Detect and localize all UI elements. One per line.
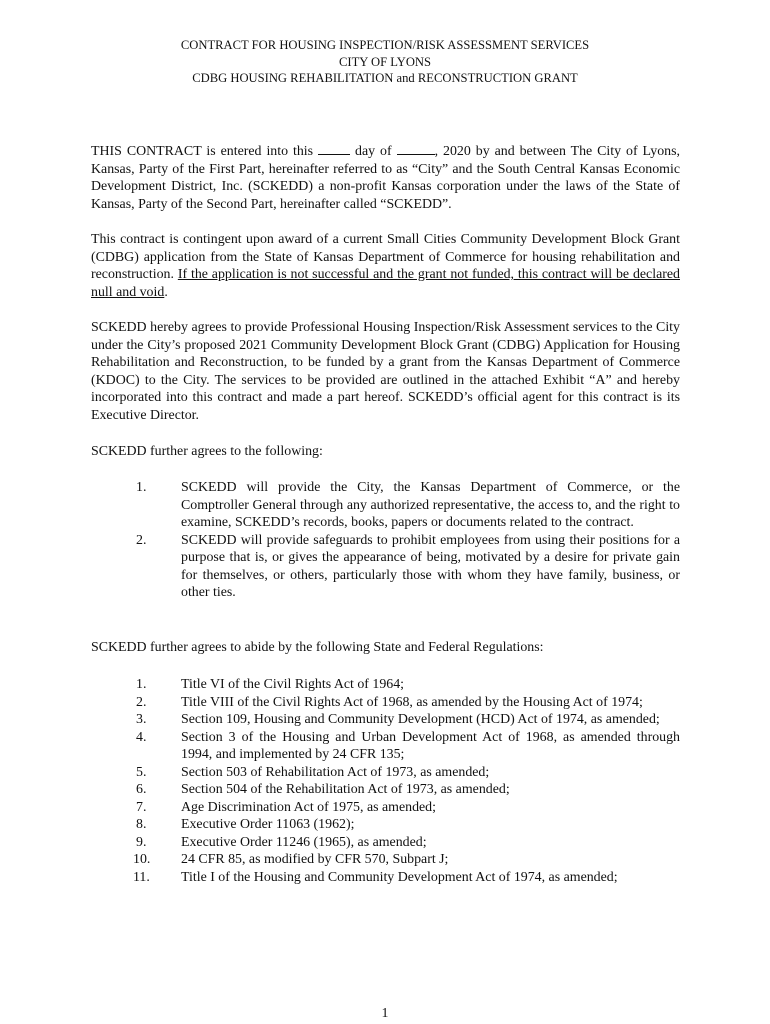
list-item-number: 1. — [136, 480, 147, 495]
contingency-end: . — [164, 284, 168, 300]
list-item-number: 2. — [136, 532, 147, 548]
list-item-number: 8. — [136, 817, 147, 832]
list-item-number: 7. — [136, 799, 147, 815]
intro-text-1: THIS CONTRACT is entered into this — [91, 144, 314, 159]
intro-text-2: day of — [355, 144, 392, 159]
list-item-text: Executive Order 11246 (1965), as amended; — [181, 834, 427, 850]
header-grant: CDBG HOUSING REHABILITATION and RECONSTRUCTION GRANT — [192, 71, 578, 85]
list-item — [91, 711, 680, 729]
list-item — [91, 729, 680, 764]
intro-paragraph — [91, 142, 680, 213]
header-city: CITY OF LYONS — [338, 54, 432, 69]
month-blank — [397, 142, 435, 155]
list-item — [91, 799, 680, 817]
list-item-text: 24 CFR 85, as modified by CFR 570, Subpart J; — [181, 852, 449, 867]
list-item-text: Age Discrimination Act of 1975, as amended; — [181, 799, 436, 815]
further-agrees-heading: SCKEDD further agrees to the following: — [91, 444, 323, 459]
list-item-text: Title I of the Housing and Community Development Act of 1974, as amended; — [181, 869, 618, 885]
list-item-number: 5. — [136, 764, 147, 780]
list-item-number: 2. — [136, 694, 147, 710]
list-item-number: 11. — [133, 869, 150, 885]
list-item-number: 6. — [136, 782, 147, 797]
regulations-heading: SCKEDD further agrees to abide by the following State and Federal Regulations: — [91, 640, 544, 655]
day-blank — [318, 142, 350, 155]
list-item-number: 4. — [136, 729, 147, 745]
list-item — [91, 764, 680, 782]
list-item-text: Executive Order 11063 (1962); — [181, 817, 355, 832]
list-item — [91, 834, 680, 852]
list-item — [91, 869, 680, 887]
list-item-text: Section 504 of the Rehabilitation Act of 1973, as amended; — [181, 782, 510, 797]
services-paragraph: SCKEDD hereby agrees to provide Professional Housing Inspection/Risk Assessment services to the City under the City’s proposed 2021 Community Development Block Grant (CDBG) Application for Housing Rehabilitation and Reconstruction, to be funded by a grant from the Kansas Department of Commerce (KDOC) to the City. The services to be provided are outlined in the attached Exhibit “A” and hereby incorporated into this contract and made a part hereof. SCKEDD’s official agent for this contract is its Executive Director. — [91, 320, 680, 423]
contingency-underlined: If the application is not successful and the grant not funded, this contract will be declared null and void — [91, 267, 680, 300]
contingency-text: This contract is contingent upon award of a current Small Cities Community Development Block Grant (CDBG) application from the State of Kansas Department of Commerce for housing rehabilitation and reconstruction. — [91, 232, 680, 282]
list-item-text: Title VIII of the Civil Rights Act of 1968, as amended by the Housing Act of 1974; — [181, 694, 643, 710]
list-item-number: 10. — [133, 852, 151, 867]
header-title: CONTRACT FOR HOUSING INSPECTION/RISK ASSESSMENT SERVICES — [180, 38, 590, 52]
page-number: 1 — [381, 1006, 389, 1021]
list-item-text: Section 3 of the Housing and Urban Development Act of 1968, as amended through 1994, and implemented by 24 CFR 135; — [181, 729, 680, 762]
list-item-text: SCKEDD will provide safeguards to prohibit employees from using their positions for a purpose that is, or gives the appearance of being, motivated by a desire for private gain for themselves, or others, particularly those with whom they have family, business, or other ties. — [181, 532, 680, 600]
list-item — [91, 532, 680, 602]
list-item-text: Title VI of the Civil Rights Act of 1964; — [181, 677, 405, 692]
intro-text-3: , 2020 by and between The City of Lyons, Kansas, Party of the First Part, hereinafter referred to as “City” and the South Central Kansas Economic Development District, Inc. (SCKEDD) a non-profit Kansas corporation under the laws of the State of Kansas, Party of the Second Part, hereinafter called “SCKEDD”. — [91, 144, 680, 212]
further-agrees-list — [91, 479, 680, 602]
list-item — [91, 781, 680, 799]
list-item-text: SCKEDD will provide the City, the Kansas Department of Commerce, or the Comptroller General through any authorized representative, the access to, and the right to examine, SCKEDD’s records, books, papers or documents related to the contract. — [181, 480, 680, 530]
list-item-text: Section 109, Housing and Community Development (HCD) Act of 1974, as amended; — [181, 712, 660, 727]
list-item — [91, 676, 680, 694]
list-item — [91, 816, 680, 834]
list-item-text: Section 503 of Rehabilitation Act of 1973, as amended; — [181, 764, 490, 780]
list-item — [91, 851, 680, 869]
list-item — [91, 479, 680, 532]
document-header — [0, 37, 770, 87]
list-item-number: 3. — [136, 712, 147, 727]
list-item-number: 9. — [136, 834, 147, 850]
contingency-paragraph — [91, 231, 680, 301]
list-item — [91, 694, 680, 712]
list-item-number: 1. — [136, 677, 147, 692]
regulations-list — [91, 676, 680, 886]
